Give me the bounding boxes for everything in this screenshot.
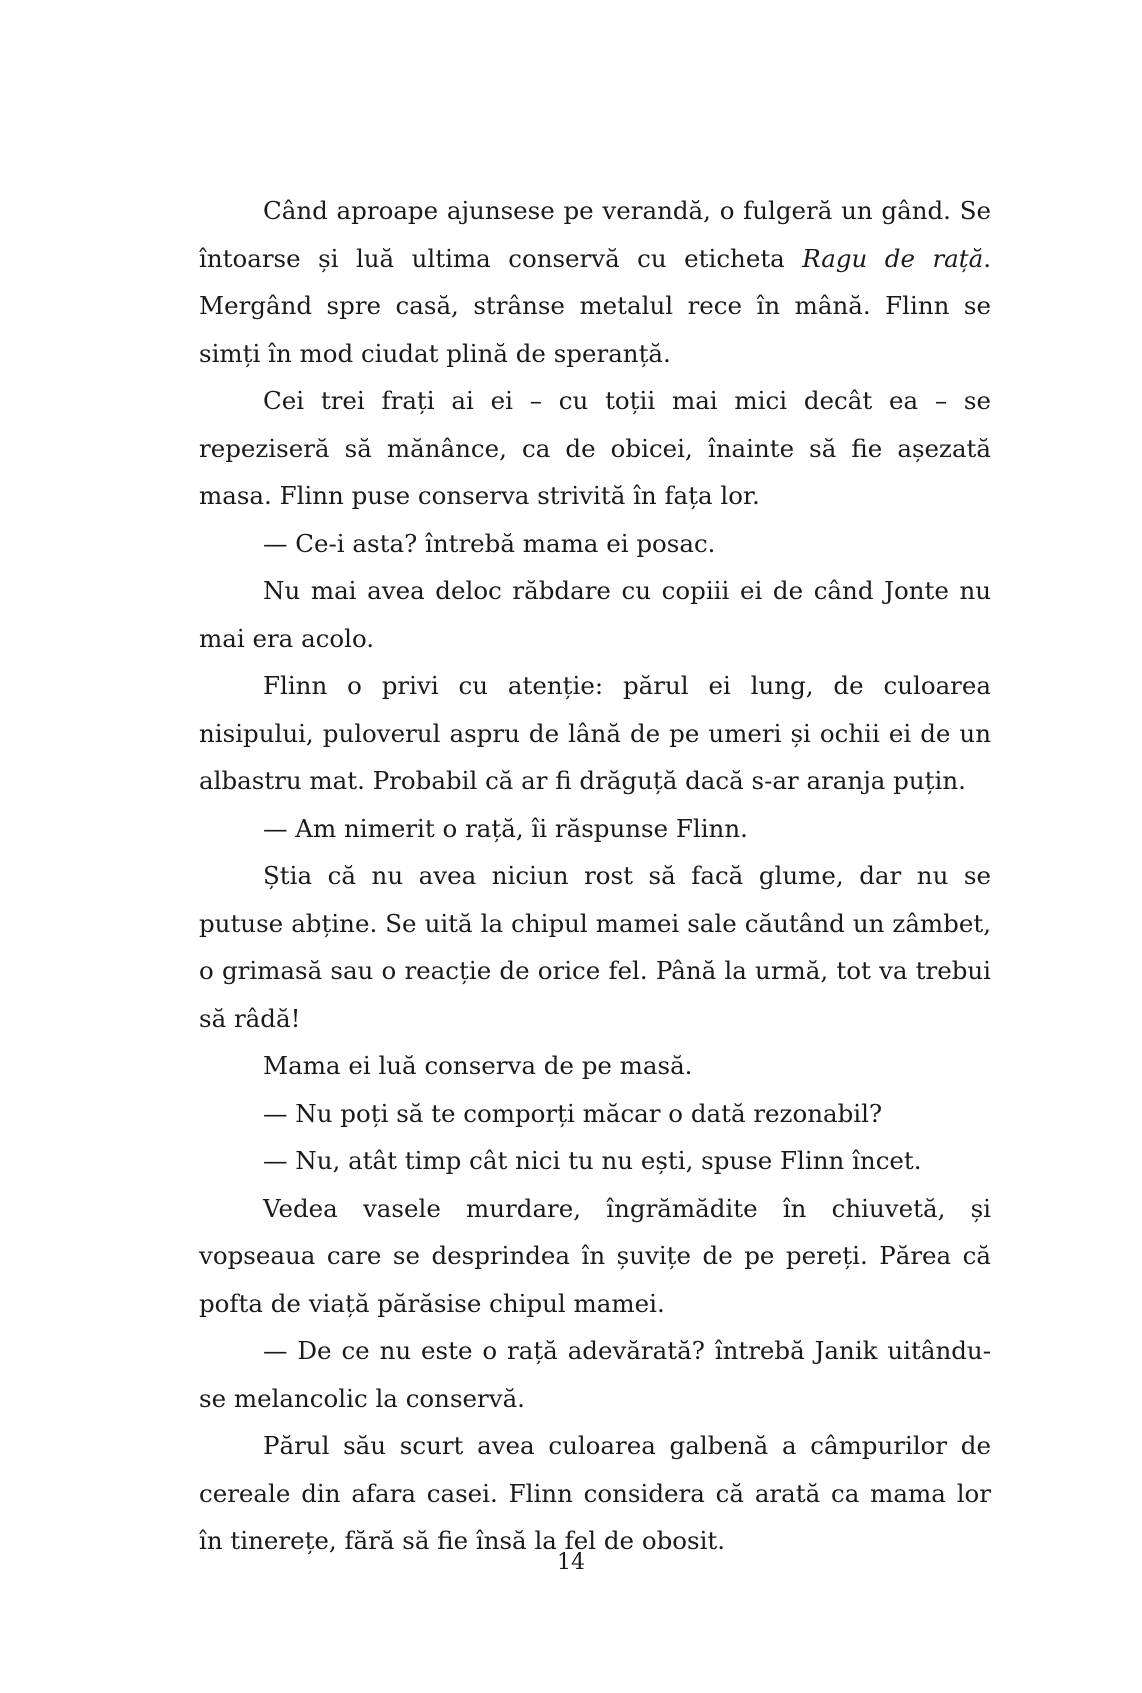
paragraph: Nu mai avea deloc răbdare cu copiii ei de când Jonte nu mai era acolo.	[199, 576, 991, 653]
paragraph: Cei trei frați ai ei – cu toții mai mici decât ea – se repeziseră să mănânce, ca de obicei, înainte să fie așezată masa. Flinn puse conserva strivită în fața lor.	[199, 386, 991, 510]
paragraph: Mama ei luă conserva de pe masă.	[263, 1051, 693, 1080]
paragraph: Părul său scurt avea culoarea galbenă a câmpurilor de cereale din afara casei. Flinn considera că arată ca mama lor în tinerețe, fără să fie însă la fel de obosit.	[199, 1431, 991, 1555]
paragraph: Vedea vasele murdare, îngrămădite în chiuvetă, și vopseaua care se desprindea în șuvițe de pe pereți. Părea că pofta de viață părăsise chipul mamei.	[199, 1193, 991, 1318]
italic-title: Ragu de rață	[802, 243, 984, 273]
dialogue-line: — Nu poți să te comporți măcar o dată rezonabil?	[263, 1098, 883, 1128]
dialogue-line: — Am nimerit o rață, îi răspunse Flinn.	[263, 813, 748, 843]
dialogue-line: — Nu, atât timp cât nici tu nu ești, spuse Flinn încet.	[263, 1146, 922, 1175]
paragraph: Când aproape ajunsese pe verandă, o fulgeră un gând. Se întoarse și luă ultima conservă cu eticheta Ragu de rață. Mergând spre casă, strânse metalul rece în mână. Flinn se simți în mod ciudat plină de speranță.	[199, 196, 992, 368]
body-text	[199, 187, 991, 1565]
page-number: 14	[557, 1550, 585, 1575]
paragraph: Flinn o privi cu atenție: părul ei lung, de culoarea nisipului, puloverul aspru de lână de pe umeri și ochii ei de un albastru mat. Probabil că ar fi drăguță dacă s-ar aranja puțin.	[199, 671, 991, 795]
dialogue-line: — De ce nu este o rață adevărată? întrebă Janik uitându-se melancolic la conservă.	[199, 1336, 991, 1413]
paragraph: Știa că nu avea niciun rost să facă glume, dar nu se putuse abține. Se uită la chipul mamei sale căutând un zâmbet, o grimasă sau o reacție de orice fel. Până la urmă, tot va trebui să râdă!	[199, 861, 991, 1033]
dialogue-line: — Ce-i asta? întrebă mama ei posac.	[263, 528, 716, 558]
